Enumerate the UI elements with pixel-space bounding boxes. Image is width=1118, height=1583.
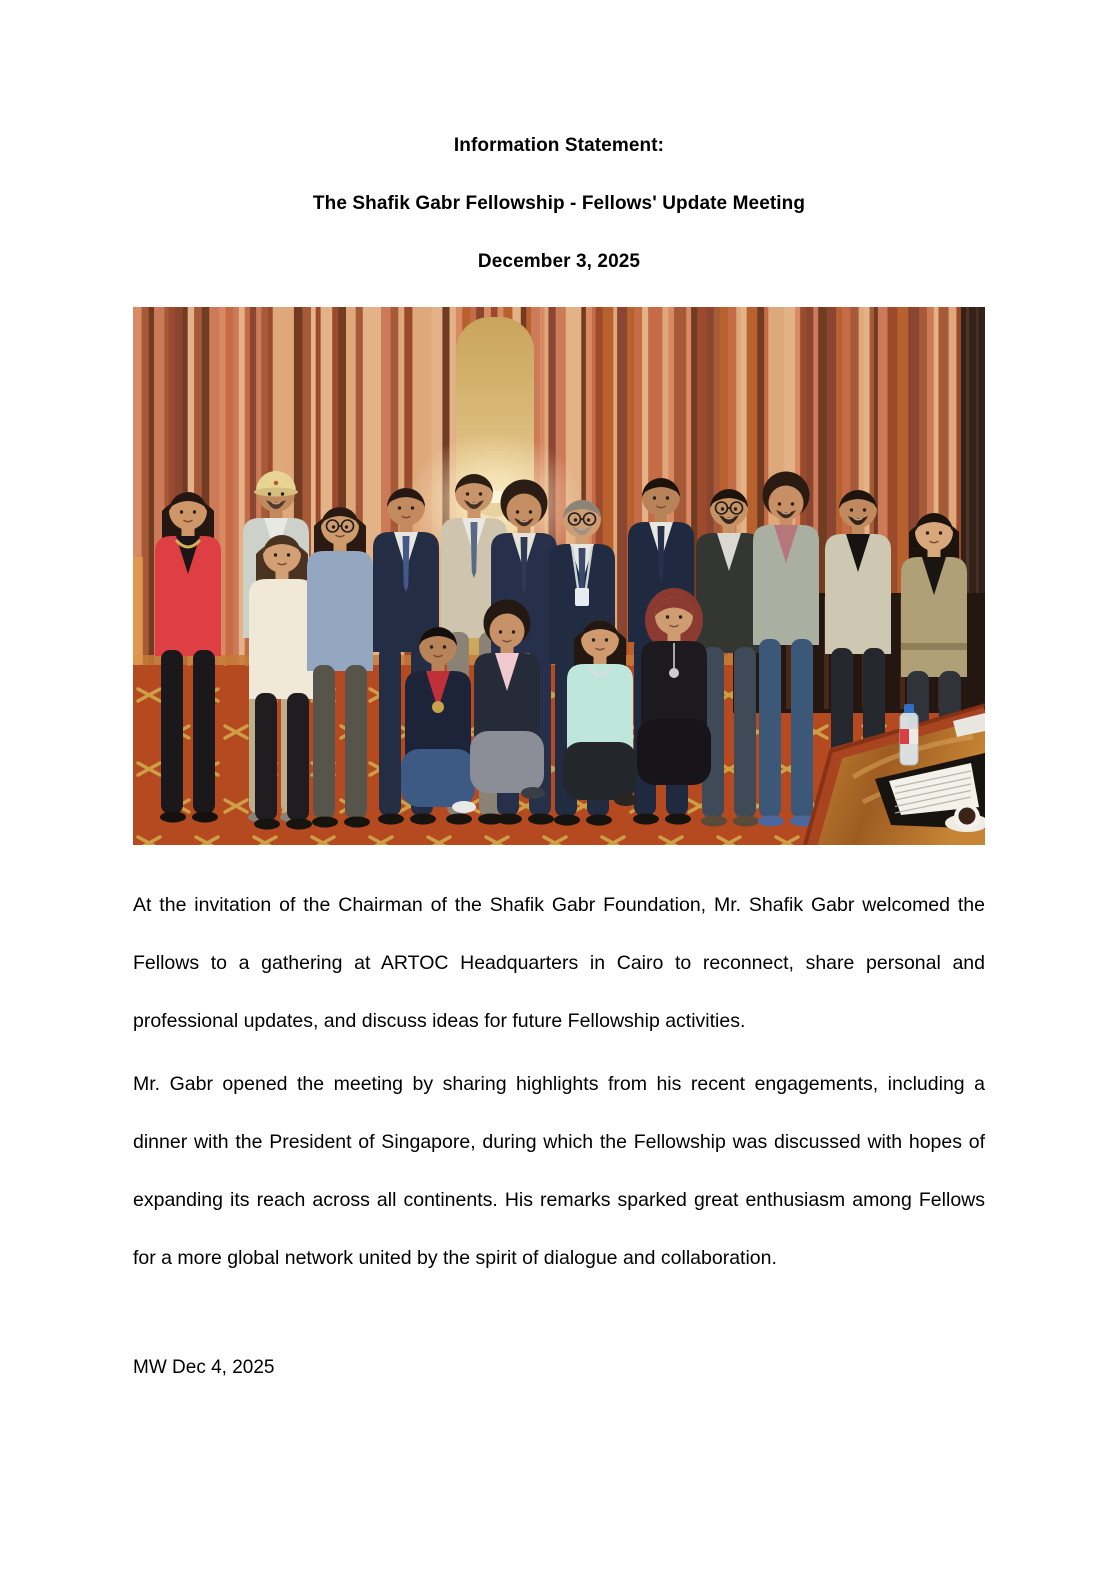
group-photo: [133, 307, 985, 845]
paragraph-2: Mr. Gabr opened the meeting by sharing highlights from his recent engagements, including a dinner with the President of Singapore, during which the Fellowship was discussed with hopes of expanding its reach across all continents. His remarks sparked great enthusiasm among Fellows for a more global network united by the spirit of dialogue and collaboration.: [133, 1073, 985, 1269]
title-block: [133, 117, 985, 291]
date-line: December 3, 2025: [477, 251, 641, 272]
body-text: [133, 876, 985, 1287]
page-title: Information Statement:: [453, 135, 665, 156]
page-subtitle: The Shafik Gabr Fellowship - Fellows' Update Meeting: [312, 193, 806, 214]
group-photo-illustration: [133, 307, 985, 845]
paragraph-1: At the invitation of the Chairman of the Shafik Gabr Foundation, Mr. Shafik Gabr welcomed the Fellows to a gathering at ARTOC Headquarters in Cairo to reconnect, share personal and professional updates, and discuss ideas for future Fellowship activities.: [133, 894, 985, 1032]
footer-note: MW Dec 4, 2025: [133, 1357, 275, 1378]
